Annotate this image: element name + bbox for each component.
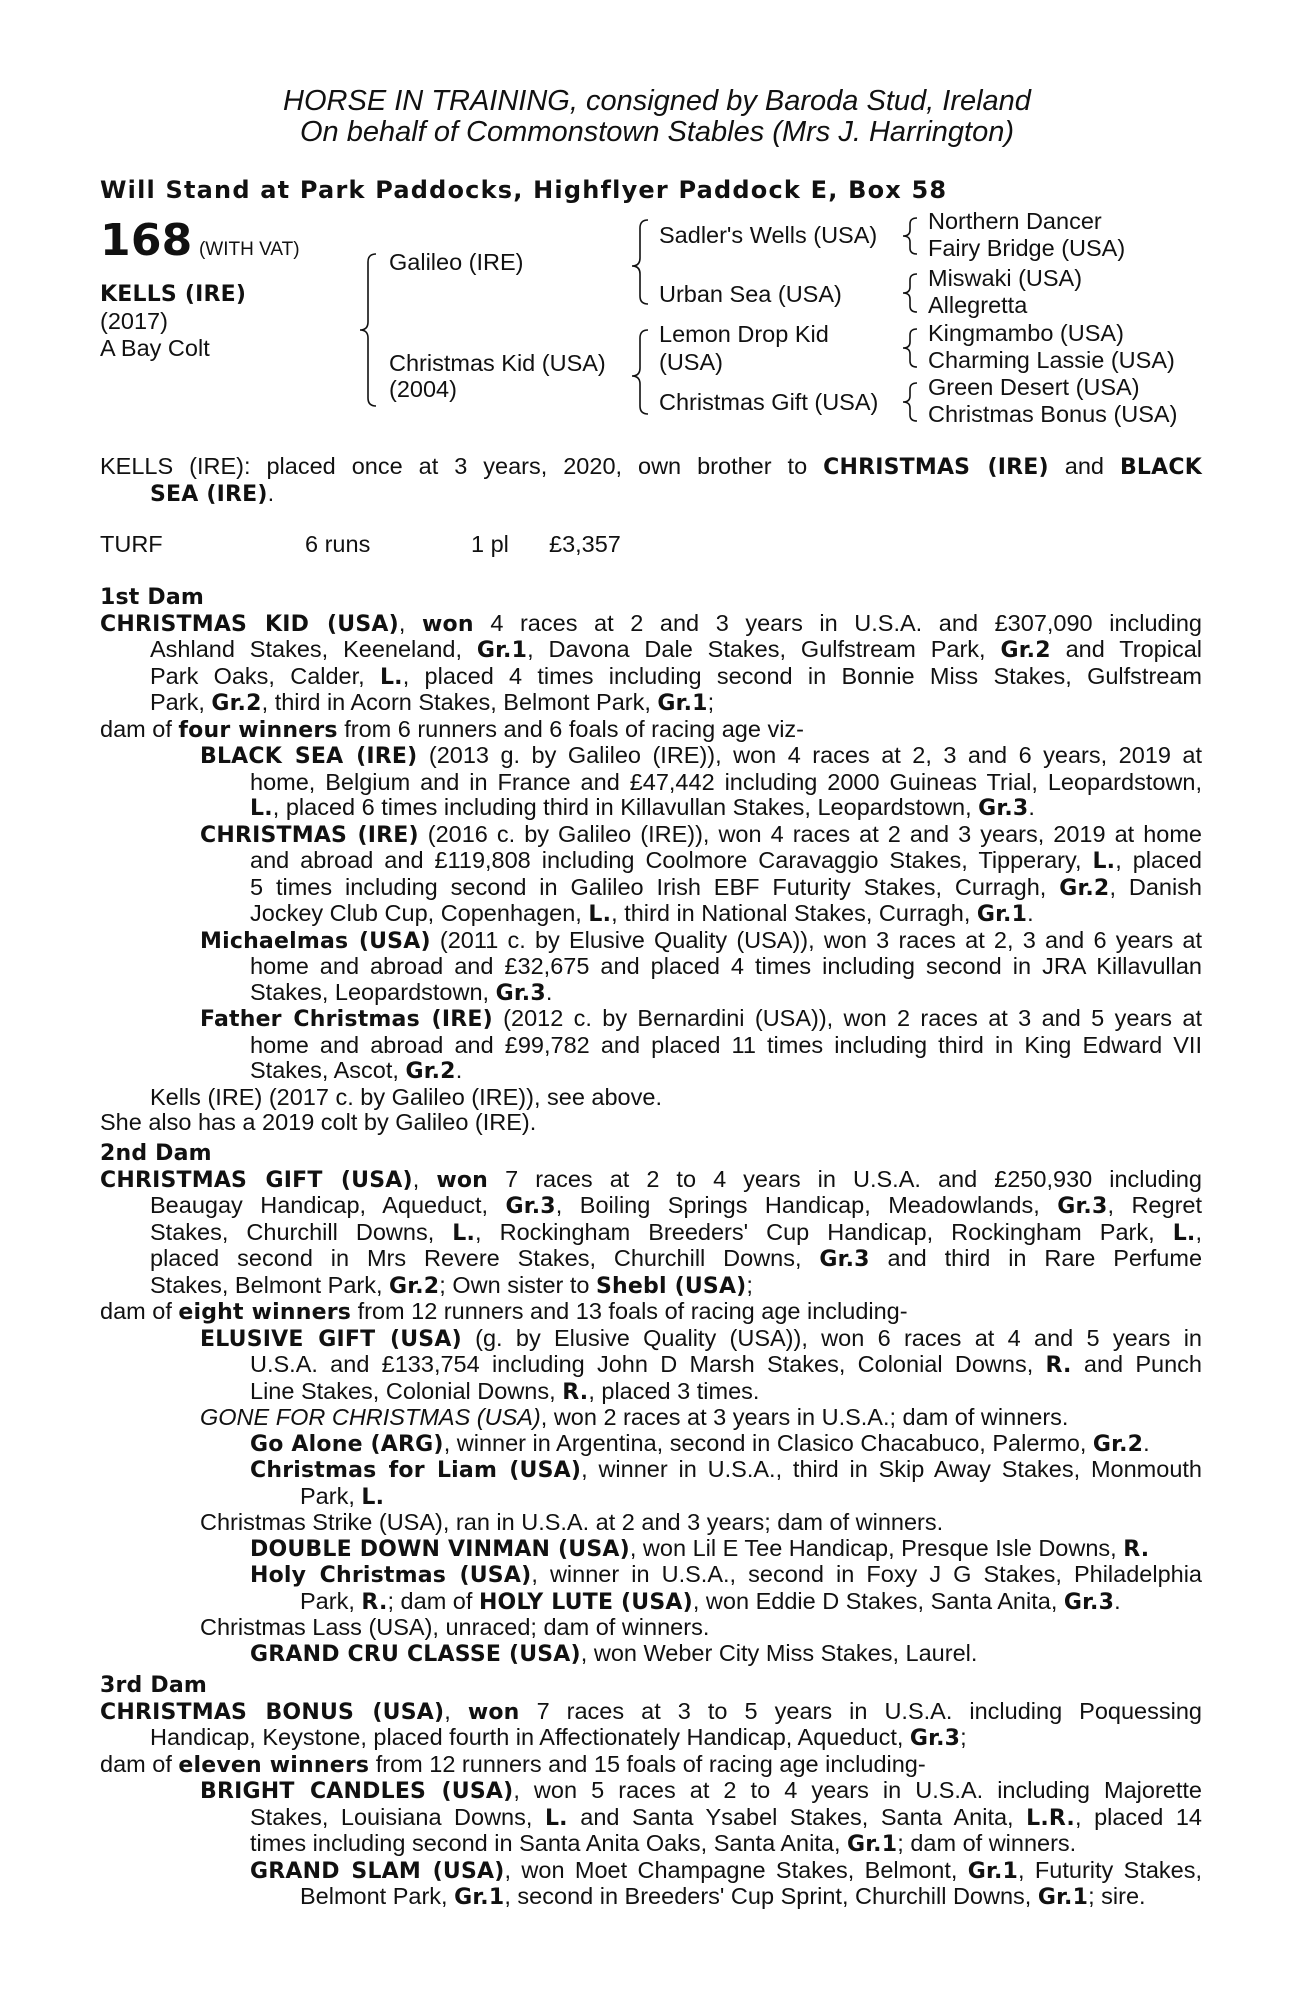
dam-sire: Lemon Drop Kid	[659, 321, 829, 347]
pedigree-sss: Northern Dancer	[928, 208, 1102, 234]
text-line: Stakes, Belmont Park, Gr.2; Own sister to Shebl (USA);	[150, 1271, 753, 1299]
text-line: Line Stakes, Colonial Downs, R., placed 3 times.	[250, 1377, 760, 1405]
text-line: Stakes, Leopardstown, Gr.3.	[250, 978, 553, 1006]
text-line: home and abroad and £99,782 and placed 11 times including third in King Edward VII	[250, 1031, 1202, 1058]
text-line: CHRISTMAS (IRE) (2016 c. by Galileo (IRE)), won 4 races at 2 and 3 years, 2019 at home	[200, 820, 1202, 848]
text-line: dam of eight winners from 12 runners and 13 foals of racing age including-	[100, 1298, 908, 1325]
text-line: Kells (IRE) (2017 c. by Galileo (IRE)), see above.	[150, 1083, 662, 1110]
text-line: GRAND SLAM (USA), won Moet Champagne Stakes, Belmont, Gr.1, Futurity Stakes,	[250, 1856, 1203, 1884]
text-line: Christmas for Liam (USA), winner in U.S.A., third in Skip Away Stakes, Monmouth	[250, 1456, 1202, 1483]
text-line: BLACK SEA (IRE) (2013 g. by Galileo (IRE)), won 4 races at 2, 3 and 6 years, 2019 at	[200, 742, 1202, 769]
record-placed: 1 pl	[471, 531, 509, 557]
dam-dam: Christmas Gift (USA)	[659, 389, 879, 415]
horse-summary	[100, 454, 1202, 507]
text-line: CHRISTMAS BONUS (USA), won 7 races at 3 to 5 years in U.S.A. including Poquessing	[100, 1697, 1202, 1725]
text-line: Handicap, Keystone, placed fourth in Affectionately Handicap, Aqueduct, Gr.3;	[150, 1724, 967, 1751]
text-line: and abroad and £119,808 including Coolmore Caravaggio Stakes, Tipperary, L., placed	[250, 847, 1202, 874]
text-line: dam of four winners from 6 runners and 6 foals of racing age viz-	[100, 715, 805, 743]
text-line: Stakes, Ascot, Gr.2.	[250, 1057, 463, 1084]
text-line: dam of eleven winners from 12 runners and 15 foals of racing age including-	[100, 1750, 926, 1778]
sire-dam: Urban Sea (USA)	[659, 281, 842, 307]
sire: Galileo (IRE)	[389, 249, 524, 275]
pedigree-dss: Kingmambo (USA)	[928, 320, 1124, 346]
text-line: Christmas Lass (USA), unraced; dam of winners.	[200, 1614, 710, 1640]
summary-line: KELLS (IRE): placed once at 3 years, 2020, own brother to CHRISTMAS (IRE) and BLACK	[100, 453, 1202, 480]
brace-ds	[903, 329, 917, 367]
text-line: She also has a 2019 colt by Galileo (IRE).	[100, 1109, 537, 1135]
first-dam-section	[100, 585, 1202, 1136]
stand-location: Will Stand at Park Paddocks, Highflyer Paddock E, Box 58	[100, 176, 948, 204]
brace-ss	[903, 218, 917, 254]
text-line: BRIGHT CANDLES (USA), won 5 races at 2 to 4 years in U.S.A. including Majorette	[200, 1777, 1202, 1804]
pedigree-dsd: Charming Lassie (USA)	[928, 347, 1175, 373]
lot-number: 168	[100, 215, 193, 266]
section-heading: 1st Dam	[100, 585, 205, 610]
pedigree-dds: Green Desert (USA)	[928, 374, 1140, 400]
record-surface: TURF	[100, 531, 163, 557]
text-line: U.S.A. and £133,754 including John D Marsh Stakes, Colonial Downs, R. and Punch	[250, 1351, 1202, 1378]
vat-note: (WITH VAT)	[198, 239, 300, 260]
text-line: Belmont Park, Gr.1, second in Breeders' Cup Sprint, Churchill Downs, Gr.1; sire.	[300, 1883, 1146, 1910]
text-line: GONE FOR CHRISTMAS (USA), won 2 races at 3 years in U.S.A.; dam of winners.	[200, 1404, 1069, 1430]
foaling-year: (2017)	[100, 308, 168, 334]
text-line: Park, L.	[300, 1482, 385, 1510]
text-line: CHRISTMAS KID (USA), won 4 races at 2 and 3 years in U.S.A. and £307,090 including	[100, 609, 1202, 637]
horse-name: KELLS (IRE)	[100, 282, 247, 307]
pedigree-ssd: Fairy Bridge (USA)	[928, 235, 1126, 261]
text-line: ELUSIVE GIFT (USA) (g. by Elusive Quality (USA)), won 6 races at 4 and 5 years in	[200, 1324, 1202, 1352]
text-line: L., placed 6 times including third in Killavullan Stakes, Leopardstown, Gr.3.	[250, 794, 1035, 821]
dam-sire-country: (USA)	[659, 349, 723, 375]
text-line: Park Oaks, Calder, L., placed 4 times including second in Bonnie Miss Stakes, Gulfstream	[150, 662, 1203, 690]
text-line: 5 times including second in Galileo Irish EBF Futurity Stakes, Curragh, Gr.2, Danish	[250, 873, 1203, 901]
pedigree-ddd: Christmas Bonus (USA)	[928, 401, 1178, 427]
text-line: Father Christmas (IRE) (2012 c. by Bernardini (USA)), won 2 races at 3 and 5 years at	[200, 1005, 1202, 1032]
text-line: GRAND CRU CLASSE (USA), won Weber City Miss Stakes, Laurel.	[250, 1639, 978, 1667]
text-line: Christmas Strike (USA), ran in U.S.A. at 2 and 3 years; dam of winners.	[200, 1509, 944, 1535]
text-line: Stakes, Churchill Downs, L., Rockingham Breeders' Cup Handicap, Rockingham Park, L.,	[150, 1218, 1202, 1246]
record-runs: 6 runs	[305, 531, 371, 557]
horse-description: A Bay Colt	[100, 335, 210, 361]
brace-dd	[903, 383, 917, 421]
sire-sire: Sadler's Wells (USA)	[659, 222, 878, 248]
text-line: placed second in Mrs Revere Stakes, Churchill Downs, Gr.3 and third in Rare Perfume	[150, 1245, 1203, 1272]
catalogue-subtitle: On behalf of Commonstown Stables (Mrs J. Harrington)	[300, 116, 1014, 148]
brace-gen1	[360, 254, 376, 406]
brace-dam	[632, 330, 648, 414]
text-line: Beaugay Handicap, Aqueduct, Gr.3, Boiling Springs Handicap, Meadowlands, Gr.3, Regret	[150, 1192, 1202, 1219]
catalogue-title: HORSE IN TRAINING, consigned by Baroda Stud, Ireland	[283, 85, 1031, 117]
brace-sd	[903, 274, 917, 312]
text-line: Jockey Club Cup, Copenhagen, L., third in National Stakes, Curragh, Gr.1.	[250, 900, 1034, 927]
dam-year: (2004)	[389, 376, 457, 402]
text-line: DOUBLE DOWN VINMAN (USA), won Lil E Tee Handicap, Presque Isle Downs, R.	[250, 1534, 1150, 1562]
dam: Christmas Kid (USA)	[389, 350, 606, 376]
section-heading: 3rd Dam	[100, 1673, 207, 1698]
text-line: home, Belgium and in France and £47,442 including 2000 Guineas Trial, Leopardstown,	[250, 768, 1202, 795]
pedigree-sds: Miswaki (USA)	[928, 265, 1083, 291]
record-earnings: £3,357	[549, 531, 621, 557]
second-dam-section	[100, 1141, 1202, 1667]
text-line: Park, R.; dam of HOLY LUTE (USA), won Eddie D Stakes, Santa Anita, Gr.3.	[300, 1587, 1121, 1615]
summary-line: SEA (IRE).	[150, 479, 275, 507]
brace-sire	[632, 220, 648, 304]
text-line: home and abroad and £32,675 and placed 4 times including second in JRA Killavullan	[250, 953, 1202, 979]
pedigree-sdd: Allegretta	[928, 292, 1028, 318]
text-line: CHRISTMAS GIFT (USA), won 7 races at 2 to 4 years in U.S.A. and £250,930 including	[100, 1165, 1203, 1193]
text-line: Go Alone (ARG), winner in Argentina, second in Clasico Chacabuco, Palermo, Gr.2.	[250, 1429, 1150, 1457]
text-line: Ashland Stakes, Keeneland, Gr.1, Davona Dale Stakes, Gulfstream Park, Gr.2 and Tropical	[150, 636, 1202, 663]
text-line: Holy Christmas (USA), winner in U.S.A., second in Foxy J G Stakes, Philadelphia	[250, 1561, 1202, 1588]
text-line: Stakes, Louisiana Downs, L. and Santa Ysabel Stakes, Santa Anita, L.R., placed 14	[250, 1803, 1202, 1831]
text-line: Park, Gr.2, third in Acorn Stakes, Belmont Park, Gr.1;	[150, 689, 715, 716]
third-dam-section	[100, 1673, 1202, 1911]
section-heading: 2nd Dam	[100, 1141, 212, 1166]
text-line: Michaelmas (USA) (2011 c. by Elusive Quality (USA)), won 3 races at 2, 3 and 6 years at	[200, 926, 1202, 954]
text-line: times including second in Santa Anita Oaks, Santa Anita, Gr.1; dam of winners.	[250, 1830, 1077, 1857]
